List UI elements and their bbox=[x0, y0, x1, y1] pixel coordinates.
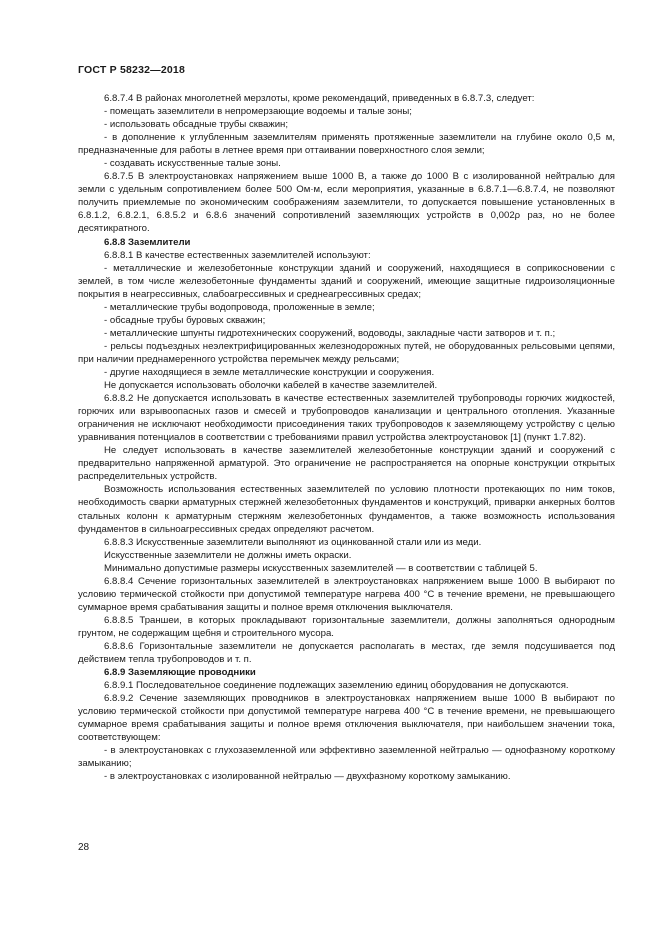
paragraph: Не следует использовать в качестве заземлителей железобетонные конструкции зданий и сооружений с предварительно напряженной арматурой. Это ограничение не распространяется на опорные конструкции открытых распределительных устройств. bbox=[78, 445, 615, 483]
list-item: - обсадные трубы буровых скважин; bbox=[104, 314, 266, 326]
paragraph: Минимально допустимые размеры искусственных заземлителей — в соответствии с таблицей 5. bbox=[104, 562, 538, 574]
list-item: - металлические трубы водопровода, проложенные в земле; bbox=[104, 301, 375, 313]
paragraph: Не допускается использовать оболочки кабелей в качестве заземлителей. bbox=[104, 380, 438, 392]
paragraph-6-8-9-1: 6.8.9.1 Последовательное соединение подлежащих заземлению единиц оборудования не допускаются. bbox=[104, 680, 569, 692]
section-heading-6-8-9: 6.8.9 Заземляющие проводники bbox=[104, 667, 256, 679]
list-item: - использовать обсадные трубы скважин; bbox=[104, 119, 289, 131]
list-item: - в дополнение к углубленным заземлителям применять протяженные заземлители на глубине около 0,5 м, предназначенные для работы в летнее время при оттаивании поверхностного слоя земли; bbox=[78, 132, 615, 157]
paragraph-6-8-9-2: 6.8.9.2 Сечение заземляющих проводников в электроустановках напряжением выше 1000 В выбирают по условию термической стойкости при допустимой температуре нагрева 400 °С в течение времени, не превышающего суммарное время срабатывания защиты и полное время отключения выключателя, при наибольшем значении тока, соответствующем: bbox=[78, 693, 615, 744]
paragraph-6-8-8-4: 6.8.8.4 Сечение горизонтальных заземлителей в электроустановках напряжением выше 1000 В выбирают по условию термической стойкости при допустимой температуре нагрева 400 °С в течение времени, не превышающего суммарное время срабатывания защиты и полное время отключения выключателя. bbox=[78, 575, 615, 613]
list-item: - рельсы подъездных неэлектрифицированных железнодорожных путей, не оборудованных рельсовыми цепями, при наличии преднамеренного устройства перемычек между рельсами; bbox=[78, 340, 615, 365]
list-item: - в электроустановках с изолированной нейтралью — двухфазному короткому замыканию. bbox=[104, 771, 511, 783]
paragraph-6-8-7-5: 6.8.7.5 В электроустановках напряжением выше 1000 В, а также до 1000 В с изолированной нейтралью для земли с удельным сопротивлением более 500 Ом·м, если мероприятия, указанные в 6.8.7.1—6.8.7.4, не позволяют получить приемлемые по экономическим соображениям заземлители, то допускается повышение установленных в 6.8.1.2, 6.8.2.1, 6.8.5.2 и 6.8.6 значений сопротивлений заземляющих устройств в 0,002ρ раз, но не более десятикратного. bbox=[78, 171, 615, 235]
paragraph-6-8-8-1: 6.8.8.1 В качестве естественных заземлителей используют: bbox=[104, 249, 371, 261]
paragraph-6-8-7-4: 6.8.7.4 В районах многолетней мерзлоты, кроме рекомендаций, приведенных в 6.8.7.3, следует: bbox=[104, 93, 535, 104]
section-heading-6-8-8: 6.8.8 Заземлители bbox=[104, 236, 191, 248]
document-header: ГОСТ Р 58232—2018 bbox=[78, 64, 186, 76]
list-item: - помещать заземлители в непромерзающие водоемы и талые зоны; bbox=[104, 106, 412, 118]
paragraph-6-8-8-5: 6.8.8.5 Траншеи, в которых прокладывают горизонтальные заземлители, должны заполняться однородным грунтом, не содержащим щебня и строительного мусора. bbox=[78, 614, 615, 639]
paragraph-6-8-8-3: 6.8.8.3 Искусственные заземлители выполняют из оцинкованной стали или из меди. bbox=[104, 536, 482, 548]
list-item: - создавать искусственные талые зоны. bbox=[104, 158, 281, 170]
list-item: - в электроустановках с глухозаземленной или эффективно заземленной нейтралью — однофазному короткому замыканию; bbox=[78, 745, 615, 770]
page-number: 28 bbox=[78, 842, 90, 853]
paragraph: Искусственные заземлители не должны иметь окраски. bbox=[104, 549, 352, 561]
paragraph-6-8-8-6: 6.8.8.6 Горизонтальные заземлители не допускается располагать в местах, где земля подсушивается под действием тепла трубопроводов и т. п. bbox=[78, 640, 615, 666]
list-item: - металлические шпунты гидротехнических сооружений, водоводы, закладные части затворов и т. п.; bbox=[104, 327, 556, 339]
list-item: - другие находящиеся в земле металлические конструкции и сооружения. bbox=[104, 366, 435, 378]
list-item: - металлические и железобетонные конструкции зданий и сооружений, находящиеся в соприкосновении с землей, в том числе железобетонные фундаменты зданий и сооружений, имеющие защитные гидроизоляционные покрытия в неагрессивных, слабоагрессивных и среднеагрессивных средах; bbox=[78, 262, 615, 300]
paragraph-6-8-8-2: 6.8.8.2 Не допускается использовать в качестве естественных заземлителей трубопроводы горючих жидкостей, горючих или взрывоопасных газов и смесей и трубопроводов канализации и центрального отопления. Указанные ограничения не исключают необходимости присоединения таких трубопроводов к заземляющему устройству с целью уравнивания потенциалов в соответствии с требованиями правил устройства электроустановок [1] (пункт 1.7.82). bbox=[78, 393, 615, 444]
document-body bbox=[78, 92, 615, 783]
paragraph: Возможность использования естественных заземлителей по условию плотности протекающих по ним токов, необходимость сварки арматурных стержней железобетонных фундаментов и конструкций, приварки анкерных болтов стальных колонн к арматурным стержням железобетонных фундаментов, а также возможность использования фундаментов в сильноагрессивных средах определяют расчетом. bbox=[78, 484, 615, 535]
